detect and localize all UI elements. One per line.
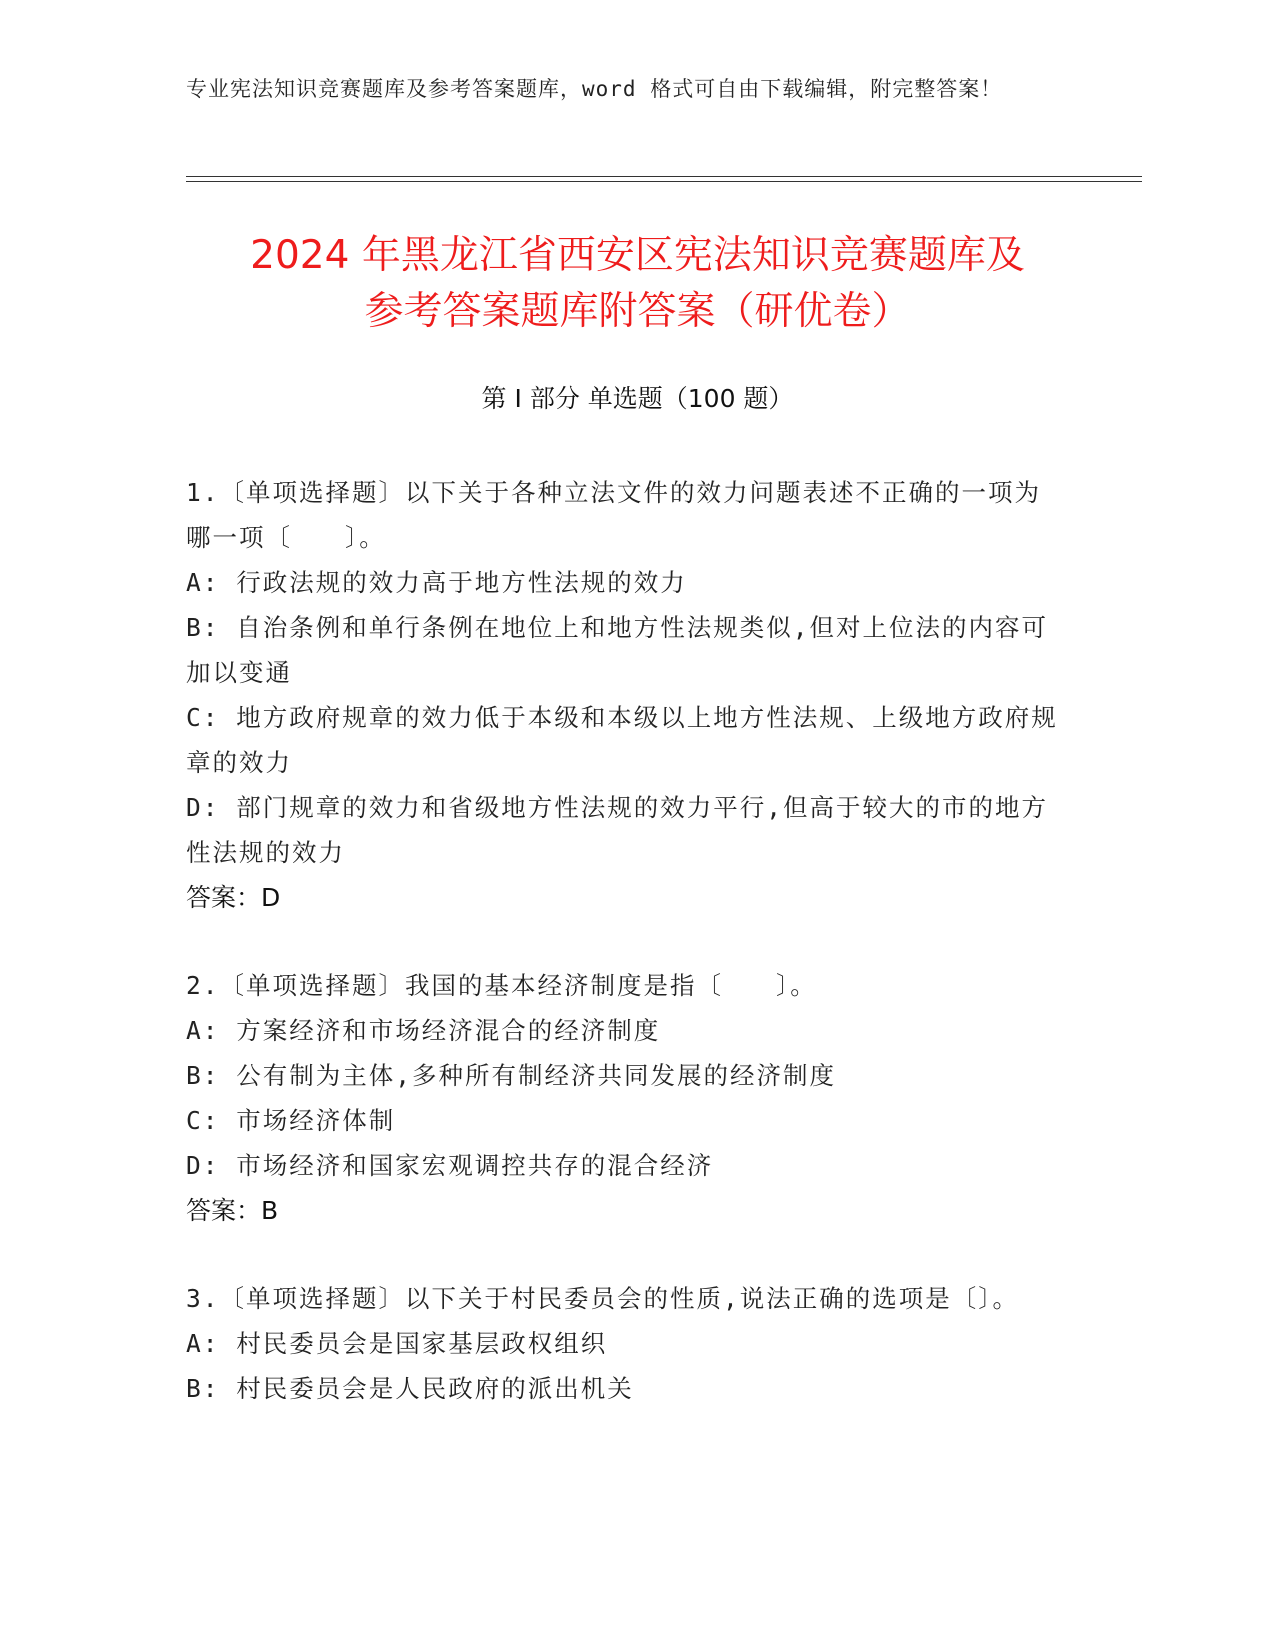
question-stem: 3.〔单项选择题〕以下关于村民委员会的性质,说法正确的选项是〔〕。 <box>186 1284 1019 1313</box>
question-1 <box>186 470 1066 920</box>
question-list <box>186 470 1066 1454</box>
option-a: A: 行政法规的效力高于地方性法规的效力 <box>186 568 687 597</box>
option-d: D: 市场经济和国家宏观调控共存的混合经济 <box>186 1151 714 1180</box>
question-2 <box>186 963 1066 1233</box>
section-title: 第 I 部分 单选题（100 题） <box>481 384 794 413</box>
header-note: 专业宪法知识竞赛题库及参考答案题库，word 格式可自由下载编辑，附完整答案！ <box>186 77 1003 101</box>
option-a: A: 村民委员会是国家基层政权组织 <box>186 1329 608 1358</box>
document-title-line-2: 参考答案题库附答案（研优卷） <box>364 289 911 334</box>
option-a: A: 方案经济和市场经济混合的经济制度 <box>186 1016 661 1045</box>
option-c: C: 地方政府规章的效力低于本级和本级以上地方性法规、上级地方政府规章的效力 <box>186 703 1058 777</box>
question-stem: 2.〔单项选择题〕我国的基本经济制度是指〔 〕。 <box>186 971 817 1000</box>
option-b: B: 公有制为主体,多种所有制经济共同发展的经济制度 <box>186 1061 836 1090</box>
answer-line: 答案：D <box>186 883 281 912</box>
option-b: B: 自治条例和单行条例在地位上和地方性法规类似,但对上位法的内容可加以变通 <box>186 613 1048 687</box>
question-3 <box>186 1276 1066 1411</box>
option-d: D: 部门规章的效力和省级地方性法规的效力平行,但高于较大的市的地方性法规的效力 <box>186 793 1048 867</box>
answer-line: 答案：B <box>186 1196 279 1225</box>
document-title <box>150 228 1125 340</box>
header-rule-top <box>186 176 1142 177</box>
header-rule-bottom <box>186 181 1142 182</box>
document-title-line-1: 2024 年黑龙江省西安区宪法知识竞赛题库及 <box>250 233 1025 278</box>
question-stem: 1.〔单项选择题〕以下关于各种立法文件的效力问题表述不正确的一项为哪一项〔 〕。 <box>186 478 1041 552</box>
option-c: C: 市场经济体制 <box>186 1106 396 1135</box>
option-b: B: 村民委员会是人民政府的派出机关 <box>186 1374 634 1403</box>
